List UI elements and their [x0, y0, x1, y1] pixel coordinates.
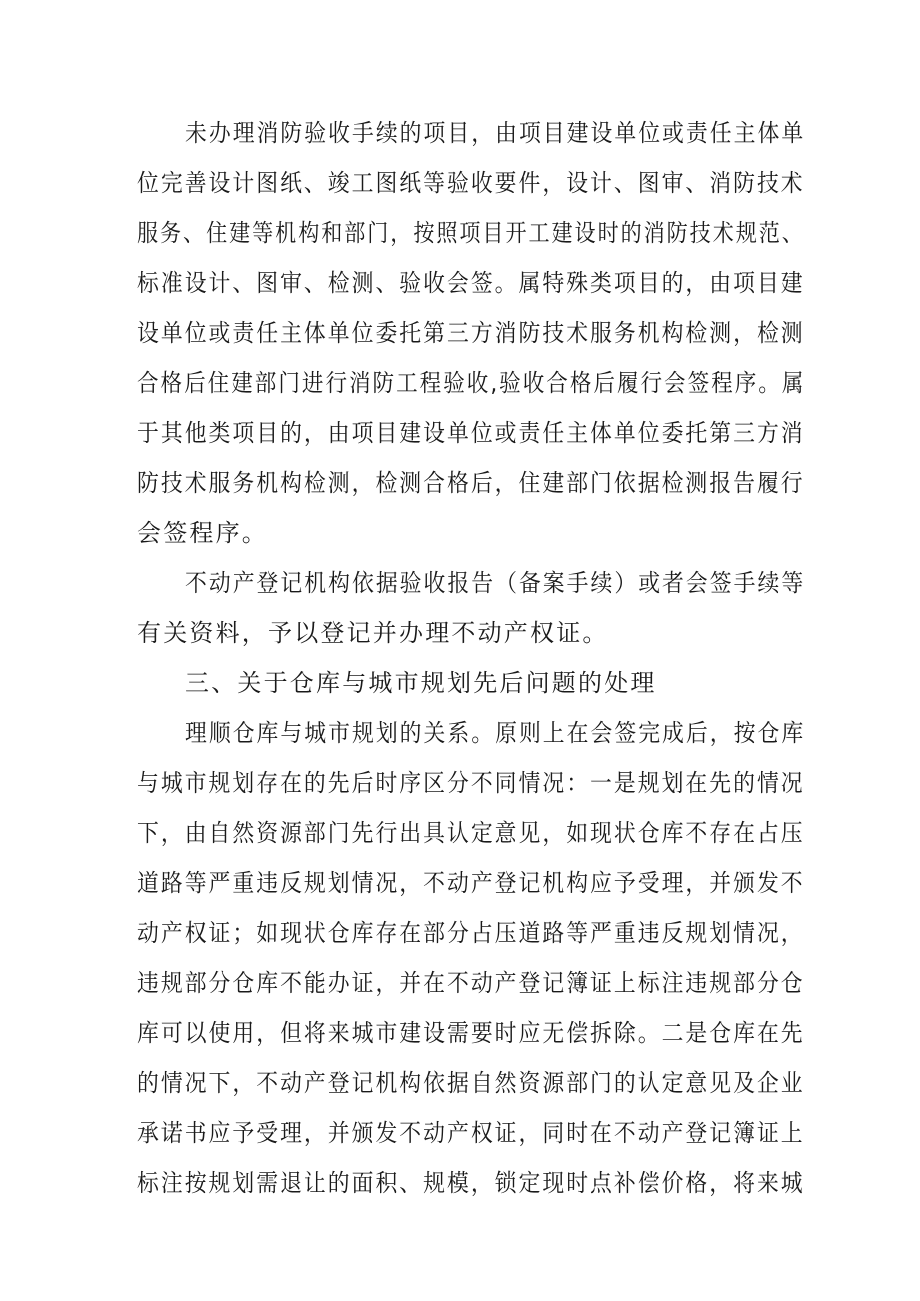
paragraph-line: 合格后住建部门进行消防工程验收,验收合格后履行会签程序。属 — [137, 369, 806, 397]
paragraph-line: 有关资料，予以登记并办理不动产权证。 — [137, 619, 609, 647]
paragraph-line: 标注按规划需退让的面积、规模，锁定现时点补偿价格，将来城 — [137, 1169, 805, 1197]
paragraph-line: 于其他类项目的，由项目建设单位或责任主体单位委托第三方消 — [137, 419, 805, 447]
paragraph-line: 服务、住建等机构和部门，按照项目开工建设时的消防技术规范、 — [137, 219, 805, 247]
paragraph-line: 位完善设计图纸、竣工图纸等验收要件，设计、图审、消防技术 — [137, 169, 805, 197]
paragraph-line: 理顺仓库与城市规划的关系。原则上在会签完成后，按仓库 — [185, 719, 806, 747]
paragraph-line: 防技术服务机构检测，检测合格后，住建部门依据检测报告履行 — [137, 469, 805, 497]
paragraph-line: 设单位或责任主体单位委托第三方消防技术服务机构检测，检测 — [137, 319, 805, 347]
paragraph-line: 动产权证；如现状仓库存在部分占压道路等严重违反规划情况， — [137, 919, 805, 947]
paragraph-line: 库可以使用，但将来城市建设需要时应无偿拆除。二是仓库在先 — [137, 1019, 805, 1047]
paragraph-line: 会签程序。 — [137, 519, 268, 547]
paragraph-line: 标准设计、图审、检测、验收会签。属特殊类项目的，由项目建 — [137, 269, 805, 297]
paragraph-line: 不动产登记机构依据验收报告（备案手续）或者会签手续等 — [185, 569, 806, 597]
paragraph-line: 违规部分仓库不能办证，并在不动产登记簿证上标注违规部分仓 — [137, 969, 805, 997]
paragraph-line: 道路等严重违反规划情况，不动产登记机构应予受理，并颁发不 — [137, 869, 805, 897]
section-heading: 三、关于仓库与城市规划先后问题的处理 — [185, 669, 657, 697]
paragraph-line: 承诺书应予受理，并颁发不动产权证，同时在不动产登记簿证上 — [137, 1119, 805, 1147]
paragraph-line: 的情况下，不动产登记机构依据自然资源部门的认定意见及企业 — [137, 1069, 805, 1097]
paragraph-line: 下，由自然资源部门先行出具认定意见，如现状仓库不存在占压 — [137, 819, 805, 847]
paragraph-line: 未办理消防验收手续的项目，由项目建设单位或责任主体单 — [185, 119, 806, 147]
paragraph-line: 与城市规划存在的先后时序区分不同情况：一是规划在先的情况 — [137, 769, 805, 797]
